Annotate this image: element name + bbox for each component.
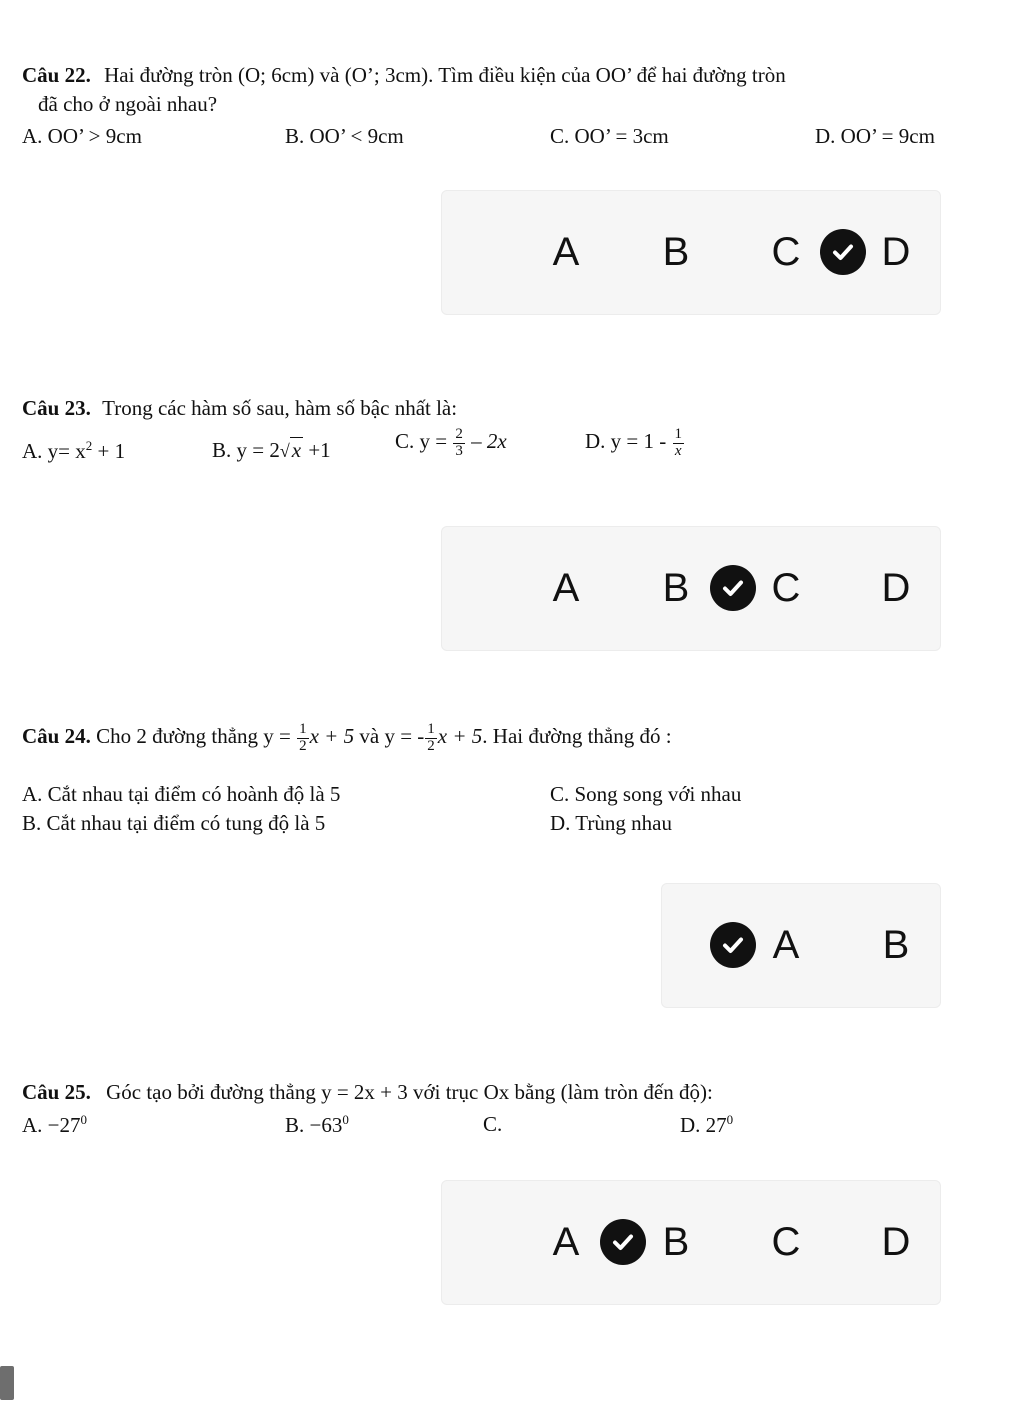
option-a: A. $y= x^2 + 1$ bbox=[22, 438, 126, 463]
question-text-line2: đã cho ở ngoài nhau? bbox=[38, 92, 218, 116]
question-24: Câu 24. Cho 2 đường thẳng y = $\frac{1}{2}$ x + 5 và y = - $\frac{1}{2}$ x + 5. Hai đường thẳng đó : bbox=[22, 721, 672, 754]
check-circle-icon bbox=[710, 565, 756, 611]
question-25 bbox=[22, 1080, 713, 1105]
option-a: A. $-27^0$ bbox=[22, 1112, 88, 1137]
option-b: B. $-63^0$ bbox=[285, 1112, 349, 1137]
answer-choice-d[interactable]: D bbox=[881, 230, 911, 274]
question-23 bbox=[22, 396, 457, 421]
question-text: Hai đường tròn (O; 6cm) và (O’; 3cm). Tìm điều kiện của OO’ để hai đường tròn bbox=[104, 63, 786, 87]
option-a: A. Cắt nhau tại điểm có hoành độ là 5 bbox=[22, 782, 341, 806]
option-c: C. OO’ = 3cm bbox=[550, 124, 669, 148]
option-b: B. OO’ < 9cm bbox=[285, 124, 404, 148]
answer-choice-c[interactable]: C bbox=[771, 230, 801, 274]
option-d: D. $27^0$ bbox=[680, 1112, 734, 1137]
question-title: Câu 22. bbox=[22, 63, 91, 87]
answer-choice-b[interactable]: B bbox=[882, 923, 910, 967]
answer-panel bbox=[441, 190, 941, 315]
question-title: Câu 24. bbox=[22, 724, 91, 749]
answer-choice-a[interactable]: A bbox=[552, 1220, 580, 1264]
option-d: D. Trùng nhau bbox=[550, 811, 672, 835]
option-c: C. bbox=[483, 1112, 503, 1136]
answer-panel bbox=[441, 526, 941, 651]
question-title: Câu 23. bbox=[22, 396, 91, 420]
option-c: C. Song song với nhau bbox=[550, 782, 742, 806]
answer-choice-c[interactable]: C bbox=[771, 1220, 801, 1264]
answer-choice-b[interactable]: B bbox=[662, 1220, 690, 1264]
check-circle-icon bbox=[820, 229, 866, 275]
option-b: B. y = 2√x +1 bbox=[212, 438, 331, 462]
option-a: A. OO’ > 9cm bbox=[22, 124, 142, 148]
option-d: D. OO’ = 9cm bbox=[815, 124, 935, 148]
question-22 bbox=[22, 63, 786, 88]
option-d: D. y = 1 - $\frac{1}{x}$ bbox=[585, 426, 683, 459]
scroll-handle[interactable] bbox=[0, 1366, 14, 1400]
answer-choice-a[interactable]: A bbox=[552, 566, 580, 610]
answer-choice-b[interactable]: B bbox=[662, 566, 690, 610]
question-text: Trong các hàm số sau, hàm số bậc nhất là: bbox=[102, 396, 458, 420]
answer-choice-d[interactable]: D bbox=[881, 1220, 911, 1264]
answer-choice-c[interactable]: C bbox=[771, 566, 801, 610]
option-b: B. Cắt nhau tại điểm có tung độ là 5 bbox=[22, 811, 326, 835]
check-circle-icon bbox=[600, 1219, 646, 1265]
answer-choice-a[interactable]: A bbox=[552, 230, 580, 274]
answer-panel bbox=[441, 1180, 941, 1305]
option-c: C. y = $\frac{2}{3}$ – 2x bbox=[395, 426, 507, 459]
check-circle-icon bbox=[710, 922, 756, 968]
answer-choice-d[interactable]: D bbox=[881, 566, 911, 610]
answer-panel bbox=[661, 883, 941, 1008]
answer-choice-b[interactable]: B bbox=[662, 230, 690, 274]
question-text: Góc tạo bởi đường thẳng y = 2x + 3 với trục Ox bằng (làm tròn đến độ): bbox=[106, 1080, 713, 1104]
question-title: Câu 25. bbox=[22, 1080, 91, 1104]
answer-choice-a[interactable]: A bbox=[772, 923, 800, 967]
